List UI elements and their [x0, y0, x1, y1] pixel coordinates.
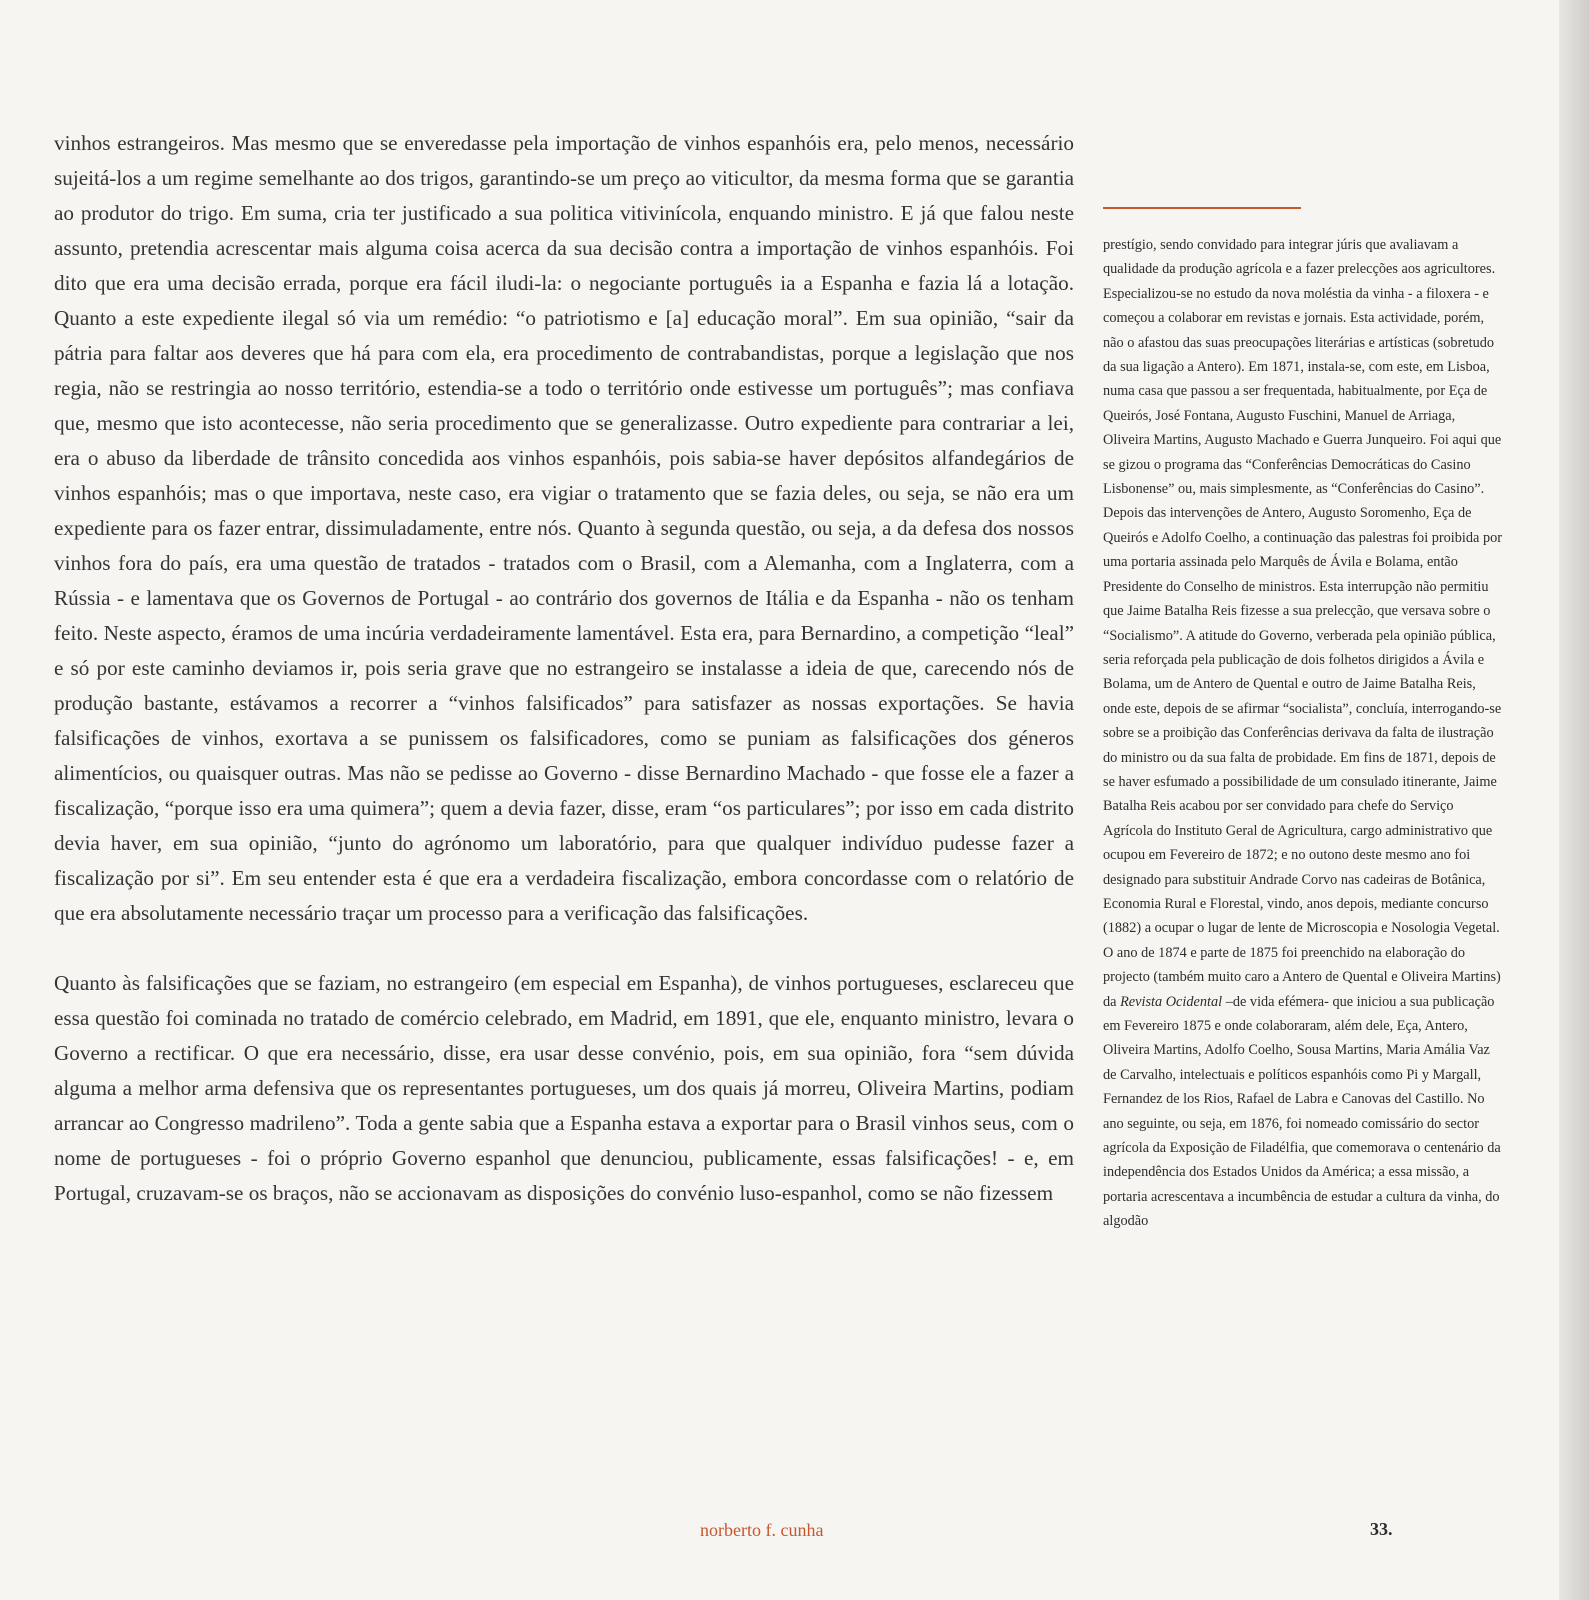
- main-paragraph-1: vinhos estrangeiros. Mas mesmo que se enveredasse pela importação de vinhos espanhóis era, pelo menos, necessário sujeitá-los a um regime semelhante ao dos trigos, garantindo-se um preço ao viticultor, da mesma forma que se garantia ao produtor do trigo. Em suma, cria ter justificado a sua politica vitivinícola, enquando ministro. E já que falou neste assunto, pretendia acrescentar mais alguma coisa acerca da sua decisão contra a importação de vinhos espanhóis. Foi dito que era uma decisão errada, porque era fácil iludi-la: o negociante português ia a Espanha e fazia lá a lotação. Quanto a este expediente ilegal só via um remédio: “o patriotismo e [a] educação moral”. Em sua opinião, “sair da pátria para faltar aos deveres que há para com ela, era procedimento de contrabandistas, porque a legislação que nos regia, não se restringia ao nosso território, estendia-se a todo o território onde estivesse um português”; mas confiava que, mesmo que isto acontecesse, não seria procedimento que se generalizasse. Outro expediente para contrariar a lei, era o abuso da liberdade de trânsito concedida aos vinhos espanhóis, pois sabia-se haver depósitos alfandegários de vinhos espanhóis; mas o que importava, neste caso, era vigiar o tratamento que se fazia deles, ou seja, se não era um expediente para os fazer entrar, dissimuladamente, entre nós. Quanto à segunda questão, ou seja, a da defesa dos nossos vinhos fora do país, era uma questão de tratados - tratados com o Brasil, com a Alemanha, com a Inglaterra, com a Rússia - e lamentava que os Governos de Portugal - ao contrário dos governos de Itália e da Espanha - não os tenham feito. Neste aspecto, éramos de uma incúria verdadeiramente lamentável. Esta era, para Bernardino, a competição “leal” e só por este caminho deviamos ir, pois seria grave que no estrangeiro se instalasse a ideia de que, carecendo nós de produção bastante, estávamos a recorrer a “vinhos falsificados” para satisfazer as nossas exportações. Se havia falsificações de vinhos, exortava a se punissem os falsificadores, como se puniam as falsificações dos géneros alimentícios, ou quaisquer outras. Mas não se pedisse ao Governo - disse Bernardino Machado - que fosse ele a fazer a fiscalização, “porque isso era uma quimera”; quem a devia fazer, disse, eram “os particulares”; por isso em cada distrito devia haver, em sua opinião, “junto do agrónomo um laboratório, para que qualquer indivíduo pudesse fazer a fiscalização por si”. Em seu entender esta é que era a verdadeira fiscalização, embora concordasse com o relatório de que era absolutamente necessário traçar um processo para a verificação das falsificações.: [54, 131, 1074, 925]
- sidebar-italic-title: Revista Ocidental: [1120, 993, 1223, 1010]
- main-text-column: [54, 126, 1074, 1211]
- sidebar-note: [1103, 207, 1503, 1234]
- page-edge-shadow: [1559, 0, 1589, 1600]
- page-number: 33.: [1370, 1519, 1393, 1539]
- sidebar-divider: [1103, 207, 1301, 209]
- sidebar-text-after: –de vida efémera- que iniciou a sua publicação em Fevereiro 1875 e onde colaboraram, além dele, Eça, Antero, Oliveira Martins, Adolfo Coelho, Sousa Martins, Maria Amália Vaz de Carvalho, intelectuais e políticos espanhóis como Pi y Margall, Fernandez de los Rios, Rafael de Labra e Canovas del Castillo. No ano seguinte, ou seja, em 1876, foi nomeado comissário do sector agrícola da Exposição de Filadélfia, que comemorava o centenário da independência dos Estados Unidos da América; a essa missão, a portaria acrescentava a incumbência de estudar a cultura da vinha, do algodão: [1103, 993, 1501, 1230]
- sidebar-text-before: prestígio, sendo convidado para integrar júris que avaliavam a qualidade da produção agrícola e a fazer prelecções aos agricultores. Especializou-se no estudo da nova moléstia da vinha - a filoxera - e começou a colaborar em revistas e jornais. Esta actividade, porém, não o afastou das suas preocupações literárias e artísticas (sobretudo da sua ligação a Antero). Em 1871, instala-se, com este, em Lisboa, numa casa que passou a ser frequentada, habitualmente, por Eça de Queirós, José Fontana, Augusto Fuschini, Manuel de Arriaga, Oliveira Martins, Augusto Machado e Guerra Junqueiro. Foi aqui que se gizou o programa das “Conferências Democráticas do Casino Lisbonense” ou, mais simplesmente, as “Conferências do Casino”. Depois das intervenções de Antero, Augusto Soromenho, Eça de Queirós e Adolfo Coelho, a continuação das palestras foi proibida por uma portaria assinada pelo Marquês de Ávila e Bolama, então Presidente do Conselho de ministros. Esta interrupção não permitiu que Jaime Batalha Reis fizesse a sua prelecção, que versava sobre o “Socialismo”. A atitude do Governo, verberada pela opinião pública, seria reforçada pela publicação de dois folhetos dirigidos a Ávila e Bolama, um de Antero de Quental e outro de Jaime Batalha Reis, onde este, depois de se afirmar “socialista”, concluía, interrogando-se sobre se a proibição das Conferências derivava da falta de ilustração do ministro ou da sua falta de probidade. Em fins de 1871, depois de se haver esfumado a possibilidade de um consulado itinerante, Jaime Batalha Reis acabou por ser convidado para chefe do Serviço Agrícola do Instituto Geral de Agricultura, cargo administrativo que ocupou em Fevereiro de 1872; e no outono deste mesmo ano foi designado para substituir Andrade Corvo nas cadeiras de Botânica, Economia Rural e Florestal, vindo, anos depois, mediante concurso (1882) a ocupar o lugar de lente de Microscopia e Nosologia Vegetal. O ano de 1874 e parte de 1875 foi preenchido na elaboração do projecto (também muito caro a Antero de Quental e Oliveira Martins) da: [1103, 237, 1503, 1010]
- main-paragraph-2: Quanto às falsificações que se faziam, no estrangeiro (em especial em Espanha), de vinhos portugueses, esclareceu que essa questão foi cominada no tratado de comércio celebrado, em Madrid, em 1891, que ele, enquanto ministro, levara o Governo a rectificar. O que era necessário, disse, era usar desse convénio, pois, em sua opinião, fora “sem dúvida alguma a melhor arma defensiva que os representantes portugueses, um dos quais já morreu, Oliveira Martins, podiam arrancar ao Congresso madrileno”. Toda a gente sabia que a Espanha estava a exportar para o Brasil vinhos seus, com o nome de portugueses - foi o próprio Governo espanhol que denunciou, publicamente, essas falsificações! - e, em Portugal, cruzavam-se os braços, não se accionavam as disposições do convénio luso-espanhol, como se não fizessem: [54, 971, 1074, 1205]
- sidebar-paragraph: [1103, 233, 1503, 1234]
- footer-author: norberto f. cunha: [700, 1520, 824, 1540]
